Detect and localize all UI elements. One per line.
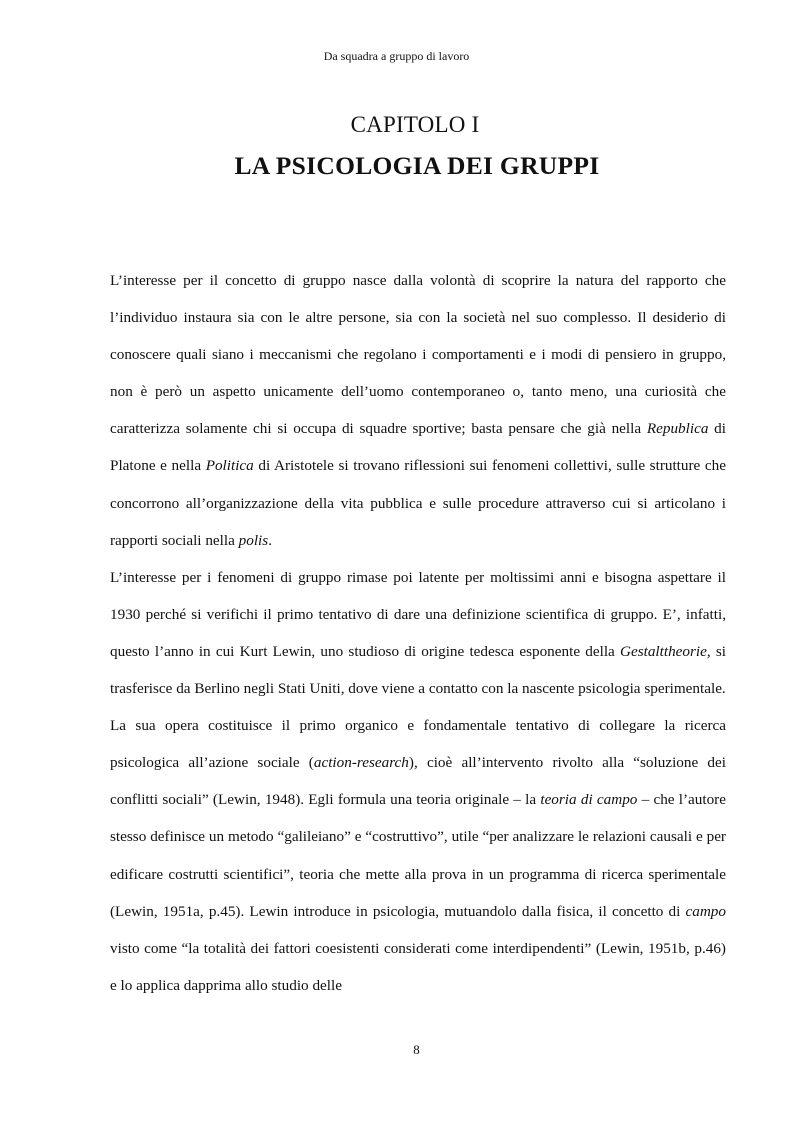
text-run: ), cioè all’intervento rivolto alla “soluzione dei conflitti sociali” (Lewin, 1948). Egli formula una teoria originale – la (110, 754, 726, 809)
chapter-number: CAPITOLO I (350, 112, 480, 137)
running-header: Da squadra a gruppo di lavoro (323, 49, 470, 63)
text-run: di Platone e nella (110, 420, 726, 475)
text-run: La sua opera costituisce il primo organico e fondamentale tentativo di collegare la ricerca psicologica all’azione sociale ( (110, 717, 726, 772)
text-run: visto come “la totalità dei fattori coesistenti considerati come interdipendenti” (Lewin, 1951b, p.46) e lo applica dapprima allo studio delle (110, 939, 726, 994)
body-text (110, 262, 726, 1004)
chapter-title: LA PSICOLOGIA DEI GRUPPI (234, 151, 600, 180)
text-run: si trasferisce da Berlino negli Stati Uniti, dove viene a contatto con la nascente psicologia sperimentale. (110, 642, 726, 698)
text-run: – che l’autore stesso definisce un metodo “galileiano” e “costruttivo”, utile “per analizzare le relazioni causali e per edificare costrutti scientifici”, teoria che mette alla prova in un programma di ricerca sperimentale (Lewin, 1951a, p.45). Lewin introduce in psicologia, mutuandolo dalla fisica, il concetto di (110, 791, 726, 920)
paragraph-1 (110, 262, 726, 559)
text-run: L’interesse per il concetto di gruppo nasce dalla volontà di scoprire la natura del rapporto che l’individuo instaura sia con le altre persone, sia con la società nel suo complesso. Il desiderio di conoscere quali siano i meccanismi che regolano i comportamenti e i modi di pensiero in gruppo, non è però un aspetto unicamente dell’uomo contemporaneo o, tanto meno, una curiosità che caratterizza solamente chi si occupa di squadre sportive; basta pensare che già nella (110, 272, 726, 438)
italic-run: Politica (205, 457, 254, 475)
italic-run: campo (685, 902, 726, 920)
italic-run: Gestalttheorie, (619, 642, 711, 660)
paragraph-3 (110, 707, 726, 1004)
italic-run: polis (238, 531, 269, 549)
italic-run: teoria di campo (540, 791, 638, 809)
paragraph-2 (110, 559, 726, 707)
page-number: 8 (413, 1042, 420, 1057)
text-run: di Aristotele si trovano riflessioni sui fenomeni collettivi, sulle strutture che concorrono all’organizzazione della vita pubblica e sulle procedure attraverso cui si articolano i rapporti sociali nella (110, 457, 726, 549)
italic-run: Republica (646, 420, 709, 438)
text-run: L’interesse per i fenomeni di gruppo rimase poi latente per moltissimi anni e bisogna aspettare il 1930 perché si verifichi il primo tentativo di dare una definizione scientifica di gruppo. E’, infatti, questo l’anno in cui Kurt Lewin, uno studioso di origine tedesca esponente della (110, 568, 726, 660)
text-run: . (268, 531, 272, 549)
italic-run: action-research (313, 754, 409, 772)
